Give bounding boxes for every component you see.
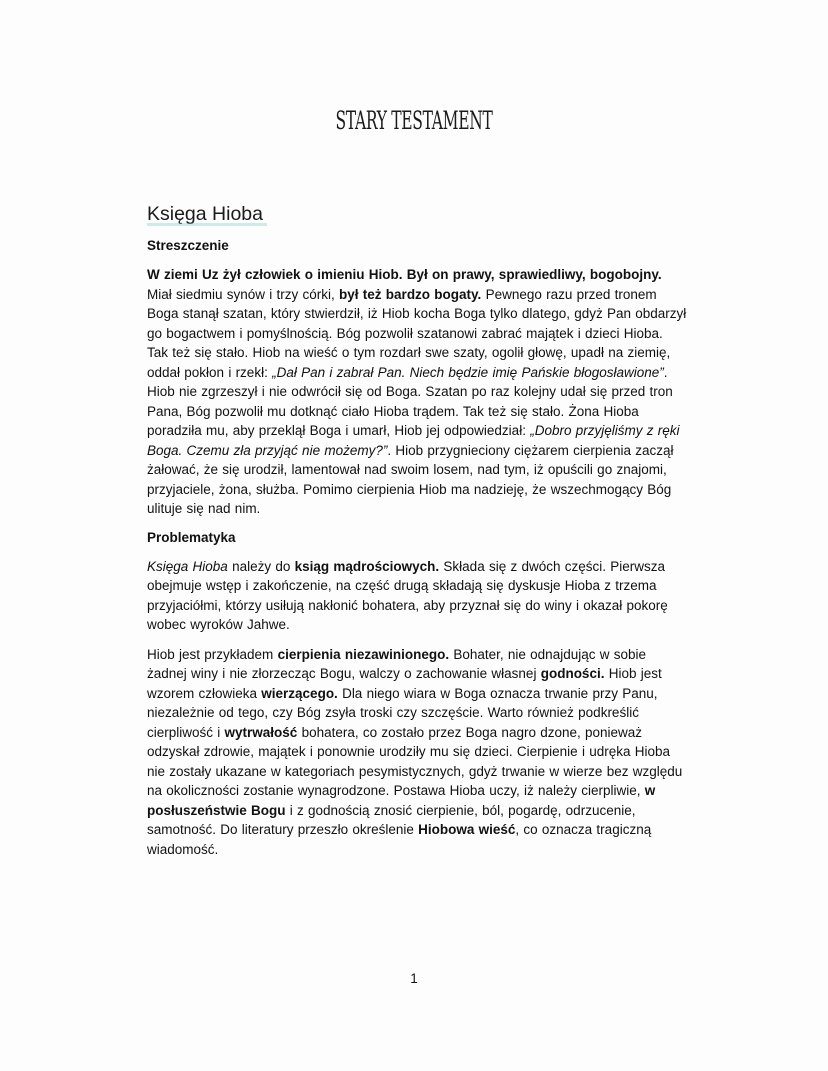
summary-text: . Hiob nie zgrzeszył i nie odwrócił się od Boga. Szatan po raz kolejny udał się przed tron Pana, Bóg pozwolił mu dotknąć ciało Hioba trądem. Tak też się stało. Żona Hioba poradziła mu, aby przeklął Boga i umarł, Hiob jej odpowiedział: bbox=[147, 364, 673, 438]
problems-text: należy do bbox=[227, 558, 295, 574]
perseverance-bold: wytrwałość bbox=[224, 724, 298, 740]
summary-paragraph bbox=[147, 265, 687, 519]
summary-quote-2: „Dobro przyjęliśmy z ręki Boga. Czemu zła przyjąć nie możemy?” bbox=[147, 423, 680, 458]
problems-text: Dla niego wiara w Boga oznacza trwanie przy Panu, niezależnie od tego, czy Bóg zsyła troski czy szczęście. Warto również podkreślić cierpliwość i bbox=[147, 685, 658, 740]
problems-paragraph-1 bbox=[147, 557, 687, 635]
obedience-bold: w posłuszeństwie Bogu bbox=[147, 783, 656, 818]
summary-heading: Streszczenie bbox=[147, 238, 229, 253]
problems-text: i z godnością znosić cierpienie, ból, pogardę, odrzucenie, samotność. Do literatury przeszło określenie bbox=[147, 802, 636, 837]
page-header-title: STARY TESTAMENT bbox=[335, 106, 493, 135]
document-body bbox=[147, 200, 687, 869]
problems-paragraph-2 bbox=[147, 645, 687, 860]
page-number: 1 bbox=[410, 971, 418, 986]
summary-quote-1: „Dał Pan i zabrał Pan. Niech będzie imię Pańskie błogosławione” bbox=[272, 364, 664, 380]
problems-text: , co oznacza tragiczną wiadomość. bbox=[147, 822, 652, 857]
job-news-bold: Hiobowa wieść bbox=[418, 822, 516, 837]
problems-text: Hiob jest wzorem człowieka bbox=[147, 666, 662, 701]
summary-wealth-bold: był też bardzo bogaty. bbox=[339, 286, 482, 302]
problems-text: Składa się z dwóch części. Pierwsza obejmuje wstęp i zakończenie, na część drugą składają się dyskusje Hioba z trzema przyjaciółmi, którzy usiłują nakłonić bohatera, aby przyznał się do winy i okazał pokorę wobec wyroków Jahwe. bbox=[147, 558, 668, 632]
book-title: Księga Hioba bbox=[147, 200, 263, 228]
problems-heading: Problematyka bbox=[147, 529, 236, 545]
problems-text: Hiob jest przykładem bbox=[147, 646, 278, 662]
problems-text: Bohater, nie odnajdując w sobie żadnej winy i nie złorzecząc Bogu, walczy o zachowanie własnej bbox=[147, 646, 646, 681]
believer-bold: wierzącego. bbox=[261, 685, 338, 701]
dignity-bold: godności. bbox=[540, 666, 605, 681]
summary-intro-bold: W ziemi Uz żył człowiek o imieniu Hiob. Był on prawy, sprawiedliwy, bogobojny. bbox=[147, 267, 662, 282]
summary-text: Miał siedmiu synów i trzy córki, bbox=[147, 286, 340, 302]
summary-text: . Hiob przygnieciony ciężarem cierpienia zaczął żałować, że się urodził, lamentował nad swoim losem, nad tym, iż opuścili go znajomi, przyjaciele, żona, służba. Pomimo cierpienia Hiob ma nadzieję, że wszechmogący Bóg ulituje się nad nim. bbox=[147, 442, 674, 516]
summary-text: Pewnego razu przed tronem Boga stanął szatan, który stwierdził, iż Hiob kocha Boga tylko dlatego, gdyż Pan obdarzył go bogactwem i pomyślnością. Bóg pozwolił szatanowi zabrać majątek i dzieci Hioba. Tak też się stało. Hiob na wieść o tym rozdarł swe szaty, ogolił głowę, upadł na ziemię, oddał pokłon i rzekł: bbox=[147, 286, 687, 380]
innocent-suffering-bold: cierpienia niezawinionego. bbox=[277, 646, 450, 662]
problems-text: bohatera, co zostało przez Boga nagro dzone, ponieważ odzyskał zdrowie, majątek i ponownie urodziły mu się dzieci. Cierpienie i udręka Hioba nie zostały ukazane w kategoriach pesymistycznych, gdyż trwanie w wierze bez względu na okoliczności zostanie wynagrodzone. Postawa Hioba uczy, iż należy cierpliwie, bbox=[147, 724, 683, 798]
wisdom-books-bold: ksiąg mądrościowych. bbox=[294, 558, 440, 574]
book-name-italic: Księga Hioba bbox=[147, 558, 228, 574]
